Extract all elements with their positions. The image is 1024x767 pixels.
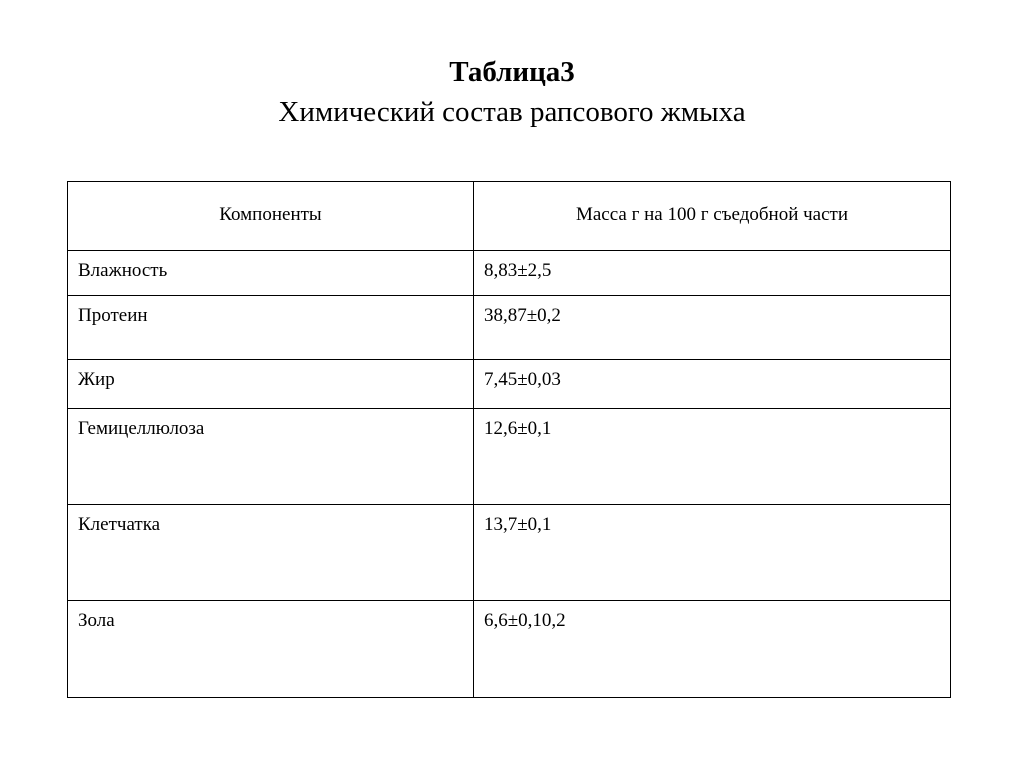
mass-cell — [474, 505, 951, 601]
table-row — [68, 409, 951, 505]
component-name: Влажность — [78, 260, 168, 281]
table-row — [68, 505, 951, 601]
table-row — [68, 601, 951, 698]
component-name: Жир — [78, 369, 115, 390]
mass-value: 12,6±0,1 — [484, 418, 552, 439]
table-row — [68, 251, 951, 296]
header-cell-mass — [474, 182, 951, 251]
component-name: Зола — [78, 610, 115, 631]
mass-value: 38,87±0,2 — [484, 305, 561, 326]
composition-table — [67, 181, 951, 698]
table-row — [68, 360, 951, 409]
table-row — [68, 296, 951, 360]
title-block — [0, 52, 1024, 132]
component-cell — [68, 360, 474, 409]
mass-cell — [474, 601, 951, 698]
mass-cell — [474, 296, 951, 360]
component-name: Протеин — [78, 305, 148, 326]
header-components-label: Компоненты — [219, 204, 322, 225]
mass-value: 6,6±0,10,2 — [484, 610, 566, 631]
mass-cell — [474, 251, 951, 296]
header-mass-label: Масса г на 100 г съедобной части — [575, 204, 849, 225]
component-name: Клетчатка — [78, 514, 161, 535]
mass-value: 8,83±2,5 — [484, 260, 552, 281]
component-cell — [68, 409, 474, 505]
mass-value: 13,7±0,1 — [484, 514, 552, 535]
table-header-row — [68, 182, 951, 251]
mass-cell — [474, 360, 951, 409]
mass-cell — [474, 409, 951, 505]
component-cell — [68, 601, 474, 698]
component-cell — [68, 505, 474, 601]
table-number: Таблица3 — [449, 56, 575, 88]
component-cell — [68, 296, 474, 360]
component-cell — [68, 251, 474, 296]
header-cell-components — [68, 182, 474, 251]
mass-value: 7,45±0,03 — [484, 369, 561, 390]
component-name: Гемицеллюлоза — [78, 418, 205, 439]
table-caption: Химический состав рапсового жмыха — [278, 96, 746, 128]
